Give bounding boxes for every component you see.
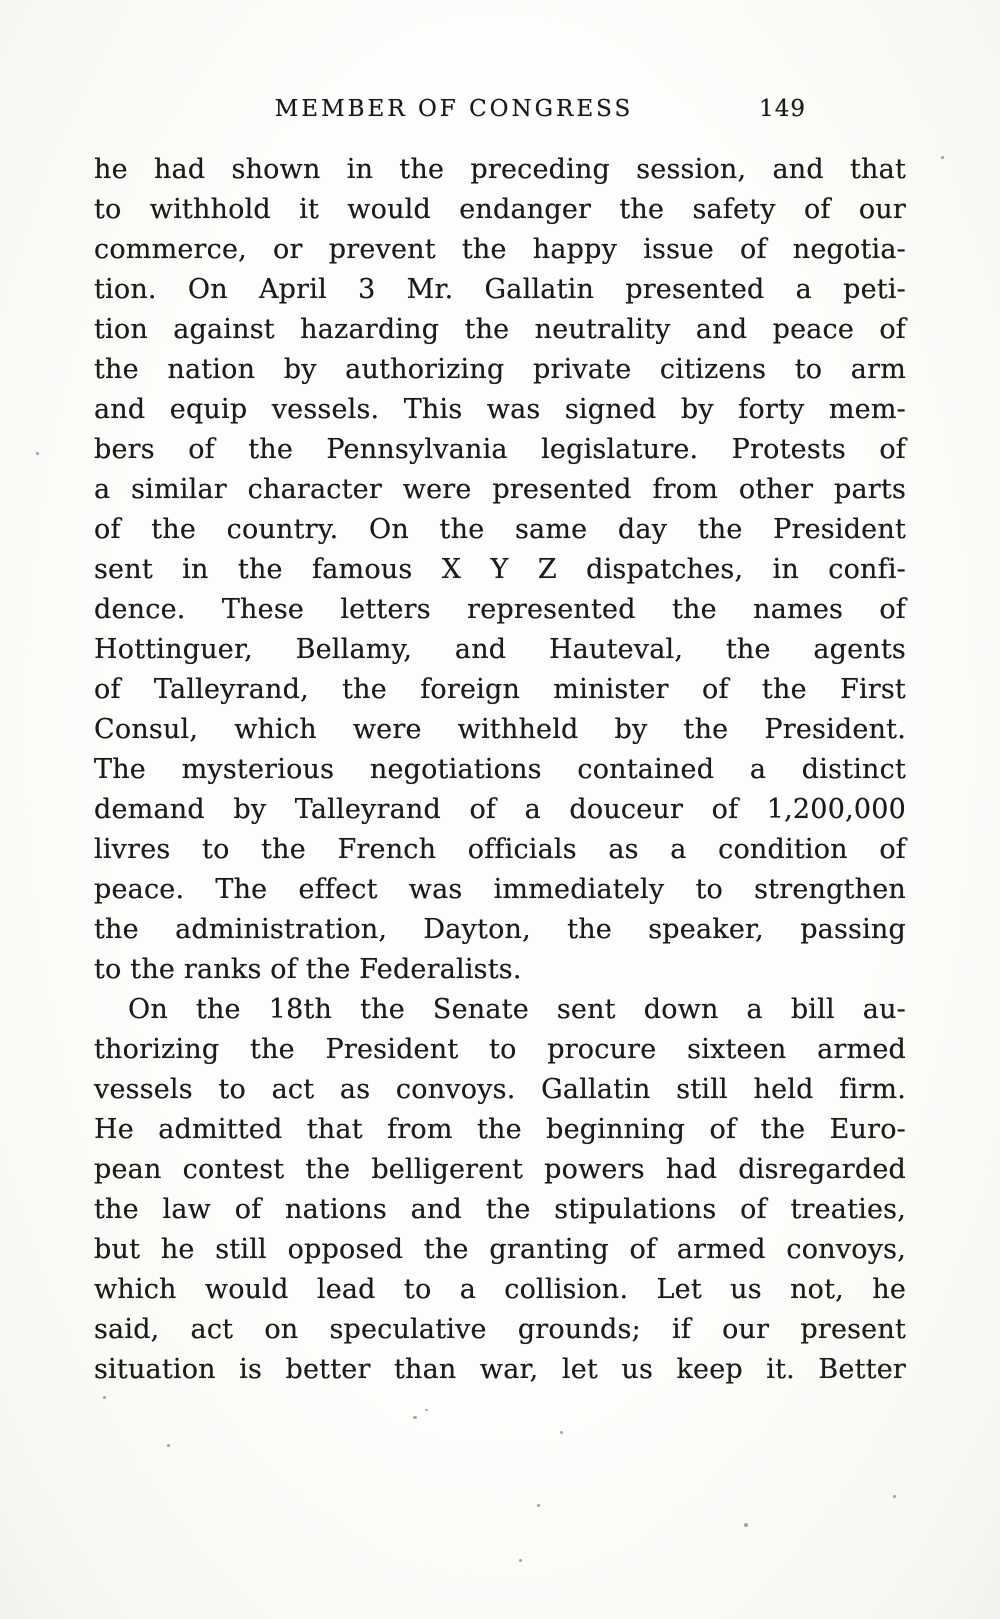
- text-line: of the country. On the same day the President: [94, 514, 906, 545]
- text-line: of Talleyrand, the foreign minister of the First: [94, 674, 906, 705]
- text-line: but he still opposed the granting of armed convoys,: [94, 1234, 906, 1265]
- scan-speckle: [560, 1431, 563, 1434]
- text-line: the nation by authorizing private citizens to arm: [94, 354, 906, 385]
- scan-speckle: [941, 156, 944, 159]
- scan-speckle: [413, 1416, 417, 1419]
- text-line: situation is better than war, let us keep it. Better: [94, 1354, 906, 1385]
- text-line: bers of the Pennsylvania legislature. Protests of: [94, 434, 906, 465]
- scan-speckle: [36, 452, 39, 455]
- scan-speckle: [519, 1559, 522, 1562]
- text-line: The mysterious negotiations contained a distinct: [94, 754, 906, 785]
- text-line: pean contest the belligerent powers had disregarded: [94, 1154, 906, 1185]
- paragraph: [94, 990, 906, 1390]
- text-line: a similar character were presented from other parts: [94, 474, 906, 505]
- text-line: the administration, Dayton, the speaker, passing: [94, 914, 906, 945]
- text-line: He admitted that from the beginning of the Euro-: [94, 1114, 906, 1145]
- scan-speckle: [425, 1409, 428, 1411]
- text-line: tion against hazarding the neutrality and peace of: [94, 314, 906, 345]
- text-line: sent in the famous X Y Z dispatches, in confi-: [94, 554, 906, 585]
- scan-speckle: [893, 1495, 896, 1498]
- text-line: and equip vessels. This was signed by forty mem-: [94, 394, 906, 425]
- text-line: Hottinguer, Bellamy, and Hauteval, the agents: [94, 634, 906, 665]
- text-line: to withhold it would endanger the safety of our: [94, 194, 906, 225]
- running-header: [94, 96, 906, 126]
- text-line: the law of nations and the stipulations of treaties,: [94, 1194, 906, 1225]
- text-line: he had shown in the preceding session, and that: [94, 154, 906, 185]
- scan-speckle: [537, 1504, 540, 1507]
- text-line: On the 18th the Senate sent down a bill au-: [128, 994, 906, 1025]
- text-line: to the ranks of the Federalists.: [94, 954, 522, 985]
- running-title: MEMBER OF CONGRESS: [274, 96, 634, 122]
- scan-speckle: [744, 1523, 748, 1527]
- page-number: 149: [759, 96, 806, 122]
- text-line: peace. The effect was immediately to strengthen: [94, 874, 906, 905]
- text-line: Consul, which were withheld by the President.: [94, 714, 906, 745]
- scan-speckle: [167, 1444, 170, 1447]
- text-line: tion. On April 3 Mr. Gallatin presented a peti-: [94, 274, 906, 305]
- text-line: demand by Talleyrand of a douceur of 1,200,000: [94, 794, 906, 825]
- page-body: [94, 150, 906, 1390]
- text-line: livres to the French officials as a condition of: [94, 834, 906, 865]
- paragraph: [94, 150, 906, 990]
- text-line: which would lead to a collision. Let us not, he: [94, 1274, 906, 1305]
- scan-speckle: [103, 1396, 106, 1399]
- text-line: said, act on speculative grounds; if our present: [94, 1314, 906, 1345]
- text-line: thorizing the President to procure sixteen armed: [94, 1034, 906, 1065]
- text-line: vessels to act as convoys. Gallatin still held firm.: [94, 1074, 906, 1105]
- text-line: dence. These letters represented the names of: [94, 594, 906, 625]
- text-line: commerce, or prevent the happy issue of negotia-: [94, 234, 906, 265]
